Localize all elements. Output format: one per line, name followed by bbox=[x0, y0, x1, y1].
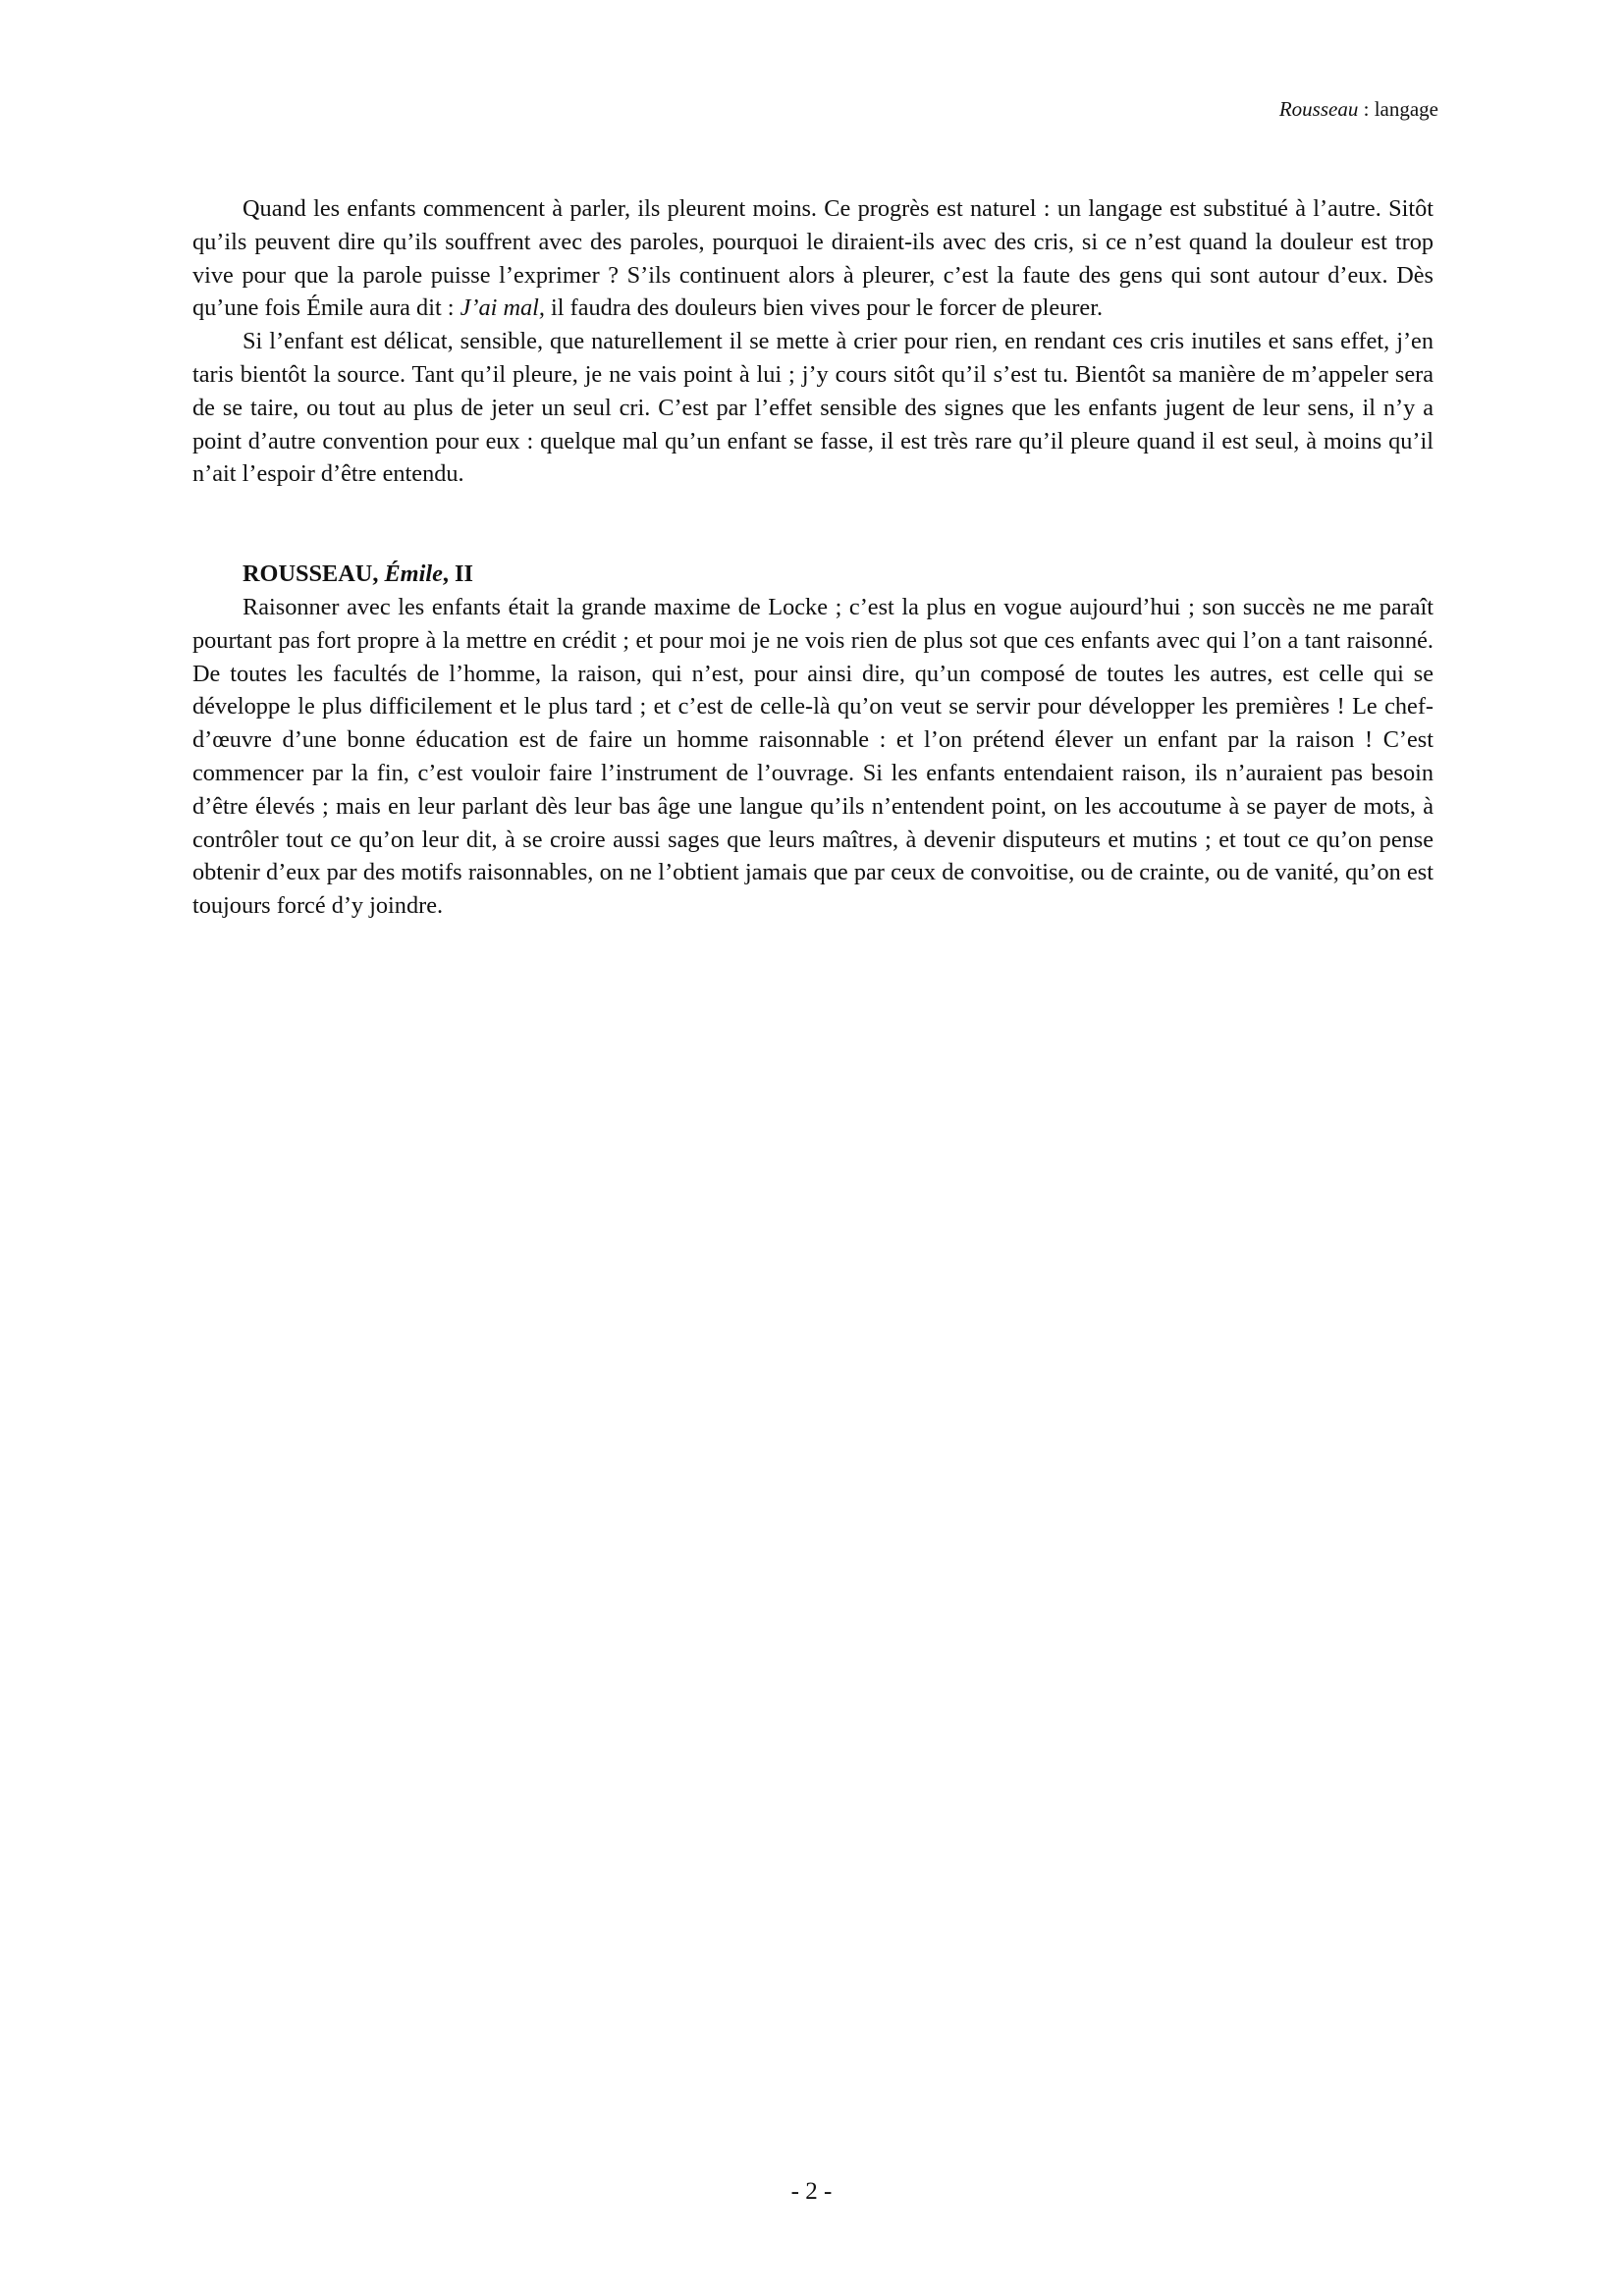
heading-author: ROUSSEAU, bbox=[243, 561, 385, 588]
header-separator: : bbox=[1358, 97, 1375, 121]
section-spacer bbox=[192, 491, 1434, 558]
paragraph-delicate-child: Si l’enfant est délicat, sensible, que naturellement il se mette à crier pour rien, en rendant ces cris inutiles et sans effet, j’en taris bientôt la source. Tant qu’il pleure, je ne vais point à lui ; j’y cours sitôt qu’il s’est tu. Bientôt sa manière de m’appeler sera de se taire, ou tout au plus de jeter un seul cri. C’est par l’effet sensible des signes que les enfants jugent de leur sens, il n’y a point d’autre convention pour eux : quelque mal qu’un enfant se fasse, il est très rare qu’il pleure quand il est seul, à moins qu’il n’ait l’espoir d’être entendu. bbox=[192, 328, 1434, 488]
quoted-phrase: J’ai mal, bbox=[460, 294, 545, 322]
header-author: Rousseau bbox=[1278, 97, 1359, 121]
page-body bbox=[192, 192, 1434, 923]
paragraph-text: il faudra des douleurs bien vives pour le forcer de pleurer. bbox=[544, 294, 1104, 322]
heading-book: , II bbox=[442, 561, 473, 588]
header-topic: langage bbox=[1374, 97, 1438, 121]
paragraph-crying-and-speech bbox=[192, 192, 1434, 325]
paragraph-reasoning-with-children: Raisonner avec les enfants était la grande maxime de Locke ; c’est la plus en vogue aujourd’hui ; son succès ne me paraît pourtant pas fort propre à la mettre en crédit ; et pour moi je ne vois rien de plus sot que ces enfants avec qui l’on a tant raisonné. De toutes les facultés de l’homme, la raison, qui n’est, pour ainsi dire, qu’un composé de toutes les autres, est celle qui se développe le plus difficilement et le plus tard ; et c’est de celle-là qu’on veut se servir pour développer les premières ! Le chef-d’œuvre d’une bonne éducation est de faire un homme raisonnable : et l’on prétend élever un enfant par la raison ! C’est commencer par la fin, c’est vouloir faire l’instrument de l’ouvrage. Si les enfants entendaient raison, ils n’auraient pas besoin d’être élevés ; mais en leur parlant dès leur bas âge une langue qu’ils n’entendent point, on les accoutume à se payer de mots, à contrôler tout ce qu’on leur dit, à se croire aussi sages que leurs maîtres, à devenir disputeurs et mutins ; et tout ce qu’on pense obtenir d’eux par des motifs raisonnables, on ne l’obtient jamais que par ceux de convoitise, ou de crainte, ou de vanité, qu’on est toujours forcé d’y joindre. bbox=[192, 593, 1434, 920]
running-header bbox=[1279, 96, 1438, 122]
page-number: - 2 - bbox=[790, 2178, 833, 2205]
section-heading bbox=[192, 558, 1434, 591]
heading-work-title: Émile bbox=[384, 561, 443, 588]
paragraph-text: Quand les enfants commencent à parler, ils pleurent moins. Ce progrès est naturel : un langage est substitué à l’autre. Sitôt qu’ils peuvent dire qu’ils souffrent avec des paroles, pourquoi le diraient-ils avec des cris, si ce n’est quand la douleur est trop vive pour que la parole puisse l’exprimer ? S’ils continuent alors à pleurer, c’est la faute des gens qui sont autour d’eux. Dès qu’une fois Émile aura dit : bbox=[192, 195, 1434, 322]
